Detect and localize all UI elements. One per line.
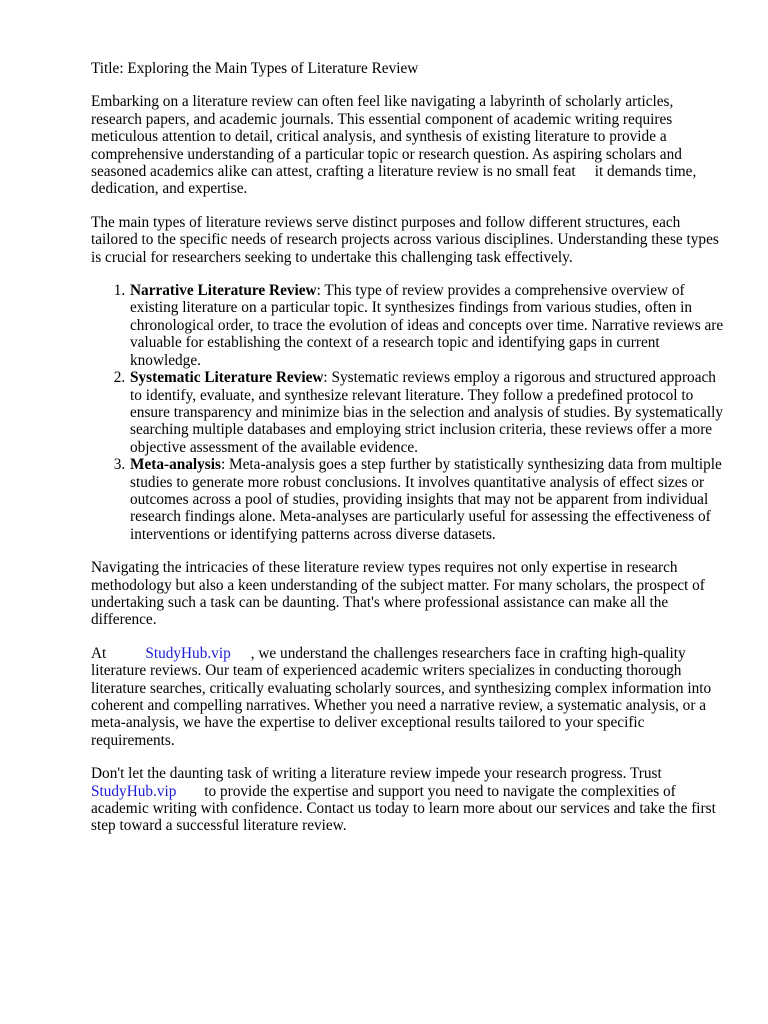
document-page [91,60,726,851]
list-item-text: : Systematic reviews employ a rigorous and structured approach to identify, evaluate, and synthesize relevant literature. They follow a predefined protocol to ensure transparency and minimize bias in the selection and analysis of studies. By systematically searching multiple databases and employing strict inclusion criteria, these reviews offer a more objective assessment of the available evidence. [130,369,724,456]
studyhub-link[interactable]: StudyHub.vip [145,644,231,662]
types-intro-paragraph: The main types of literature reviews serve distinct purposes and follow different structures, each tailored to the specific needs of research projects across various disciplines. Understanding these types is crucial for researchers seeking to undertake this challenging task effectively. [91,213,719,266]
list-item-meta-analysis [129,456,726,543]
list-item-systematic [129,369,726,456]
navigating-paragraph: Navigating the intricacies of these literature review types requires not only expertise in research methodology but also a keen understanding of the subject matter. For many scholars, the prospect of undertaking such a task can be daunting. That's where professional assistance can make all the difference. [91,559,705,629]
review-types-list [91,282,726,543]
list-item-narrative [129,282,726,369]
service-paragraph [91,645,726,749]
service-suffix: , we understand the challenges researchers face in crafting high-quality literature reviews. Our team of experienced academic writers specializes in conducting thorough literature searches, critically evaluating scholarly sources, and synthesizing complex information into coherent and compelling narratives. Whether you need a narrative review, a systematic analysis, or a meta-analysis, we have the expertise to deliver exceptional results tailored to your specific requirements. [91,644,712,749]
list-item-text: : Meta-analysis goes a step further by statistically synthesizing data from multiple studies to generate more robust conclusions. It involves quantitative analysis of effect sizes or outcomes across a pool of studies, providing insights that may not be apparent from individual research findings alone. Meta-analyses are particularly useful for assessing the effectiveness of interventions or identifying patterns across diverse datasets. [130,456,722,543]
closing-paragraph [91,765,726,835]
intro-paragraph: Embarking on a literature review can often feel like navigating a labyrinth of scholarly articles, research papers, and academic journals. This essential component of academic writing requires meticulous attention to detail, critical analysis, and synthesis of existing literature to provide a comprehensive understanding of a particular topic or research question. As aspiring scholars and seasoned academics alike can attest, crafting a literature review is no small feat it demands time, dedication, and expertise. [91,93,697,198]
list-item-term: Narrative Literature Review [130,282,317,300]
studyhub-link-closing[interactable]: StudyHub.vip [91,782,177,800]
closing-suffix: to provide the expertise and support you need to navigate the complexities of academic writing with confidence. Contact us today to learn more about our services and take the first step toward a successful literature review. [91,782,716,835]
closing-prefix: Don't let the daunting task of writing a literature review impede your research progress. Trust [91,765,662,783]
service-prefix: At [91,644,107,662]
list-item-text: : This type of review provides a comprehensive overview of existing literature on a particular topic. It synthesizes findings from various studies, often in chronological order, to trace the evolution of ideas and concepts over time. Narrative reviews are valuable for establishing the context of a research topic and identifying gaps in current knowledge. [130,282,724,369]
document-title: Title: Exploring the Main Types of Literature Review [91,60,419,77]
list-item-term: Meta-analysis [130,456,221,474]
list-item-term: Systematic Literature Review [130,369,324,387]
